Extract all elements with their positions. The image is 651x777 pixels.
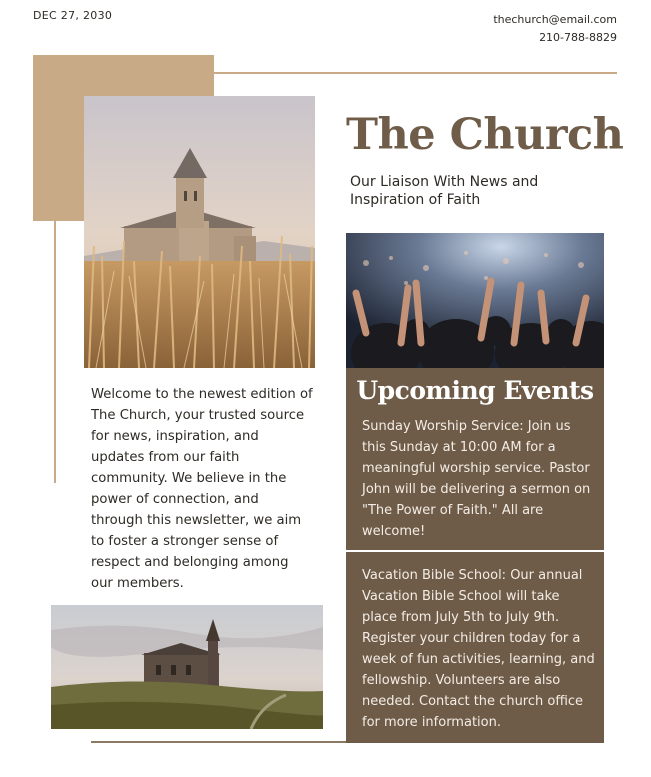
worship-crowd-photo — [346, 233, 604, 368]
left-divider-line — [54, 221, 56, 483]
event-item: Vacation Bible School: Our annual Vacation Bible School will take place from July 5th to July 9th. Register your children today for a week of fun activities, learning, and fellowship. Volunteers are also needed. Contact the church office for more information. — [362, 568, 595, 730]
bottom-divider-line — [91, 741, 346, 743]
upcoming-events-panel — [346, 368, 604, 743]
events-heading: Upcoming Events — [356, 376, 594, 405]
top-divider-line — [214, 72, 617, 74]
issue-date: DEC 27, 2030 — [33, 9, 113, 22]
contact-info — [493, 11, 617, 47]
contact-phone: 210-788-8829 — [539, 31, 617, 44]
event-item: Sunday Worship Service: Join us this Sunday at 10:00 AM for a meaningful worship service. Pastor John will be delivering a sermon on "The Power of Faith." All are welcome! — [362, 419, 591, 539]
welcome-paragraph: Welcome to the newest edition of The Church, your trusted source for news, inspiration, and updates from our faith community. We believe in the power of connection, and through this newsletter, we aim to foster a stronger sense of respect and belonging among our members. — [91, 387, 313, 591]
newsletter-subtitle: Our Liaison With News and Inspiration of Faith — [350, 174, 539, 208]
contact-email[interactable]: thechurch@email.com — [493, 13, 617, 26]
events-divider — [346, 550, 604, 552]
church-wheat-field-photo — [84, 96, 315, 368]
newsletter-title: The Church — [346, 110, 624, 160]
small-chapel-on-hill-photo — [51, 605, 323, 729]
